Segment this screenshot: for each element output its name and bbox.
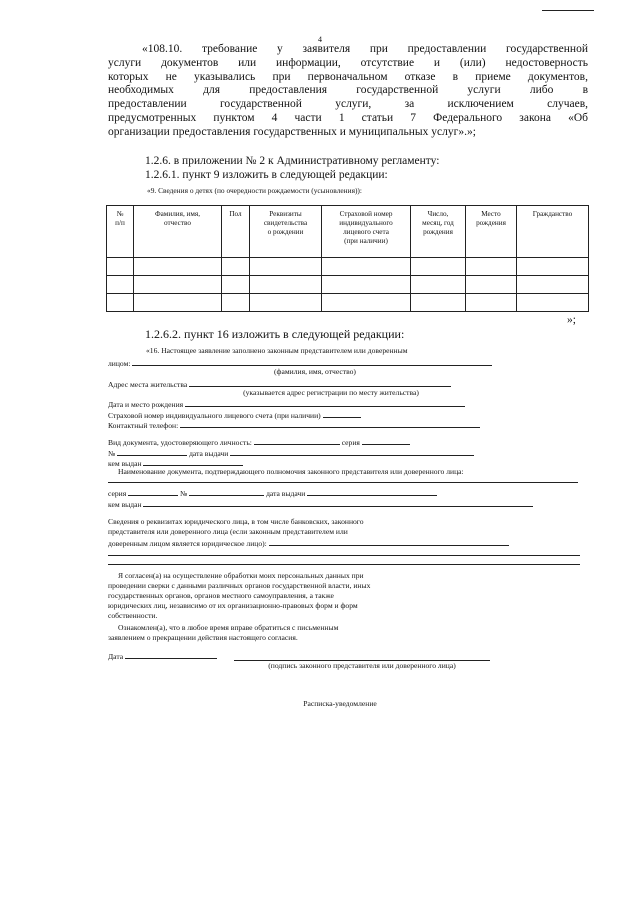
id-document-row: Вид документа, удостоверяющего личность: серия	[108, 436, 410, 448]
legal-entity-line1: Сведения о реквизитах юридического лица, в том числе банковских, законного	[108, 517, 364, 526]
header-cell-fio: Фамилия, имя, отчество	[134, 206, 222, 258]
item-1-2-6-2: 1.2.6.2. пункт 16 изложить в следующей редакции:	[145, 327, 405, 341]
table-row	[107, 294, 589, 312]
table-row	[107, 276, 589, 294]
birth-date-place-field[interactable]	[185, 398, 465, 407]
table-close-mark: »;	[567, 314, 576, 326]
date-row: Дата	[108, 650, 217, 662]
item-1-2-6-1: 1.2.6.1. пункт 9 изложить в следующей редакции:	[145, 169, 388, 181]
header-cell-citizenship: Гражданство	[517, 206, 589, 258]
paragraph-line: услуги документов или информации, отсутствие и (или) недостоверность	[108, 56, 588, 69]
id-document-type-field[interactable]	[254, 436, 340, 445]
header-rule	[542, 10, 594, 11]
paragraph-line: предоставлении государственной услуги, за исключением случаев,	[108, 98, 588, 111]
header-cell-sex: Пол	[222, 206, 250, 258]
legal-entity-line3: доверенным лицом является юридическое лицо):	[108, 537, 509, 549]
address-hint: (указывается адрес регистрации по месту жительства)	[243, 388, 419, 397]
legal-entity-field-line[interactable]	[108, 564, 580, 565]
snils-row: Страховой номер индивидуального лицевого счета (при наличии)	[108, 409, 361, 421]
paragraph-108-10	[108, 43, 588, 140]
children-caption: «9. Сведения о детях (по очередности рождаемости (усыновления)):	[147, 186, 362, 195]
phone-field[interactable]	[180, 419, 480, 428]
table-row	[107, 258, 589, 276]
phone-row: Контактный телефон:	[108, 419, 480, 431]
paragraph-line: «108.10. требование у заявителя при предоставлении государственной	[142, 43, 588, 55]
date-field[interactable]	[125, 650, 217, 659]
consent-line: собственности.	[108, 611, 158, 620]
id-issue-date-field[interactable]	[230, 447, 474, 456]
consent-line: проведении сверки с данными различных органов государственной власти, иных	[108, 581, 371, 590]
consent-line: Я согласен(а) на осуществление обработки моих персональных данных при	[118, 571, 364, 580]
id-issued-by-field[interactable]	[143, 457, 243, 466]
birth-row: Дата и место рождения	[108, 398, 465, 410]
authority-series-row: серия № дата выдачи	[108, 487, 437, 499]
item-1-2-6: 1.2.6. в приложении № 2 к Административному регламенту:	[145, 155, 440, 167]
id-series-field[interactable]	[362, 436, 410, 445]
header-cell-certificate: Реквизиты свидетельства о рождении	[250, 206, 322, 258]
legal-entity-line2: представителя или доверенного лица (если законным представителем или	[108, 527, 348, 536]
consent-line: юридических лиц, независимо от их организационно-правовых форм и форм	[108, 601, 358, 610]
page-number: 4	[318, 35, 322, 44]
consent-line: государственных органов, органов местного самоуправления, а также	[108, 591, 334, 600]
header-cell-birthplace: Место рождения	[466, 206, 517, 258]
id-number-field[interactable]	[117, 447, 187, 456]
authority-issued-by-row: кем выдан	[108, 498, 533, 510]
authority-number-field[interactable]	[189, 487, 264, 496]
legal-entity-field-line[interactable]	[108, 555, 580, 556]
receipt-title: Расписка-уведомление	[303, 699, 377, 708]
children-table	[106, 205, 589, 312]
id-issued-by-row: кем выдан	[108, 457, 243, 469]
header-cell-number: № п/п	[107, 206, 134, 258]
authority-document-label: Наименование документа, подтверждающего полномочия законного представителя или доверенного лица:	[118, 467, 464, 476]
paragraph-line: необходимых для предоставления государственной услуги либо в	[108, 84, 588, 97]
authority-issued-by-field[interactable]	[143, 498, 533, 507]
address-field[interactable]	[189, 378, 451, 387]
snils-field[interactable]	[323, 409, 361, 418]
paragraph-line: которых не указывались при первоначальном отказе в приеме документов,	[108, 70, 588, 83]
header-cell-snils: Страховой номер индивидуального лицевого счета (при наличии)	[322, 206, 411, 258]
address-row: Адрес места жительства	[108, 378, 451, 390]
paragraph-line: организации предоставления государственных и муниципальных услуг».»;	[108, 125, 476, 138]
authority-document-field[interactable]	[108, 482, 578, 483]
legal-entity-field[interactable]	[269, 537, 509, 546]
id-number-row: № дата выдачи	[108, 447, 474, 459]
authority-issue-date-field[interactable]	[307, 487, 437, 496]
header-cell-birthdate: Число, месяц, год рождения	[411, 206, 466, 258]
representative-name-field[interactable]	[132, 357, 492, 366]
table-header-row	[107, 206, 589, 258]
form-p16-line2: лицом:	[108, 357, 492, 369]
notice-line: заявлением о прекращении действия настоящего согласия.	[108, 633, 298, 642]
form-p16-line1: «16. Настоящее заявление заполнено законным представителем или доверенным	[146, 346, 408, 355]
paragraph-line: предусмотренных пунктом 4 части 1 статьи 7 Федерального закона «Об	[108, 111, 588, 124]
notice-line: Ознакомлен(а), что в любое время вправе обратиться с письменным	[118, 623, 339, 632]
signature-hint: (подпись законного представителя или доверенного лица)	[268, 661, 456, 670]
fio-hint: (фамилия, имя, отчество)	[274, 367, 356, 376]
authority-series-field[interactable]	[128, 487, 178, 496]
